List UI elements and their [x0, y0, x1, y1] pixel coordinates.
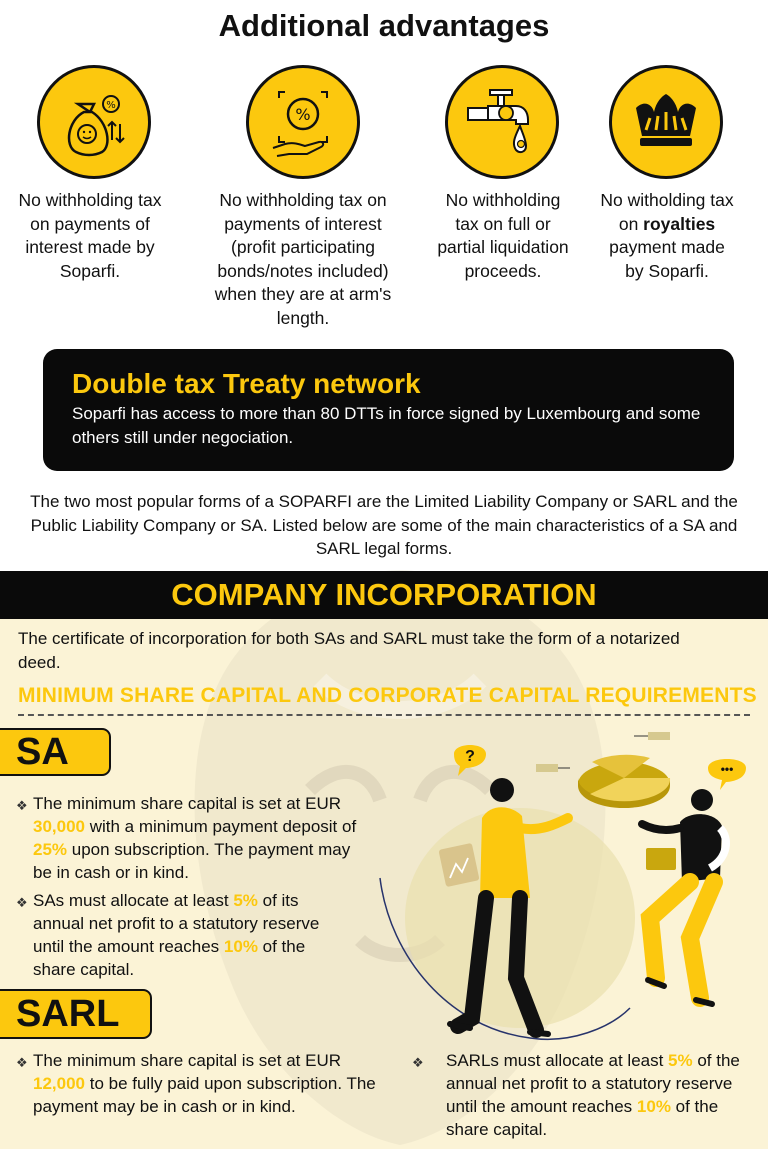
- advantage-text-1: No withholding tax on payments of interest made by Soparfi.: [18, 190, 162, 281]
- dashed-divider: [18, 714, 750, 716]
- page-title: Additional advantages: [218, 8, 550, 43]
- dtt-heading: Double tax Treaty network: [72, 368, 421, 399]
- sa-bullet-1: ❖ The minimum share capital is set at EUR 30,000 with a minimum payment deposit of 25% upon subscription. The payment may be in cash or in kind.: [16, 794, 357, 882]
- diamond-bullet-icon: ❖: [16, 798, 28, 813]
- intro-paragraph: The two most popular forms of a SOPARFI are the Limited Liability Company or SARL and the Public Liability Company or SA. Listed below are some of the main characteristics of a SA and SARL legal forms.: [30, 492, 738, 558]
- tap-coin-icon: [445, 65, 559, 179]
- capital-heading: MINIMUM SHARE CAPITAL AND CORPORATE CAPITAL REQUIREMENTS: [18, 684, 757, 707]
- sa-bullet-2: ❖ SAs must allocate at least 5% of its annual net profit to a statutory reserve until the amount reaches 10% of the share capital.: [16, 891, 320, 979]
- incorporation-banner: [0, 571, 768, 619]
- svg-text:?: ?: [465, 748, 475, 765]
- incorporation-text: The certificate of incorporation for both SAs and SARL must take the form of a notarized deed.: [18, 629, 680, 672]
- svg-text:%: %: [106, 100, 116, 111]
- dtt-text: Soparfi has access to more than 80 DTTs in force signed by Luxembourg and some others still under negociation.: [72, 404, 701, 447]
- diamond-bullet-icon: ❖: [412, 1055, 424, 1070]
- sarl-label-tag: SARL: [0, 989, 152, 1039]
- money-bag-icon: [37, 65, 151, 179]
- business-meeting-illustration: [370, 728, 768, 1046]
- advantage-text-2: No withholding tax on payments of interest (profit participating bonds/notes included) when they are at arm's length.: [214, 190, 392, 328]
- diamond-bullet-icon: ❖: [16, 895, 28, 910]
- svg-text:%: %: [295, 105, 311, 124]
- crown-icon: [609, 65, 723, 179]
- incorporation-heading: COMPANY INCORPORATION: [171, 577, 597, 612]
- sa-label-tag: SA: [0, 728, 111, 776]
- advantage-text-4: No witholding tax on royalties payment made by Soparfi.: [600, 190, 734, 281]
- diamond-bullet-icon: ❖: [16, 1055, 28, 1070]
- advantage-text-3: No withholding tax on full or partial liquidation proceeds.: [437, 190, 569, 281]
- sarl-bullet-2: ❖ SARLs must allocate at least 5% of the annual net profit to a statutory reserve until the amount reaches 10% of the share capital.: [412, 1051, 740, 1139]
- svg-text:•••: •••: [720, 762, 734, 776]
- percent-hand-icon: [246, 65, 360, 179]
- dtt-panel: [43, 349, 734, 471]
- sarl-bullet-1: ❖ The minimum share capital is set at EUR 12,000 to be fully paid upon subscription. The payment may be in cash or in kind.: [16, 1051, 376, 1116]
